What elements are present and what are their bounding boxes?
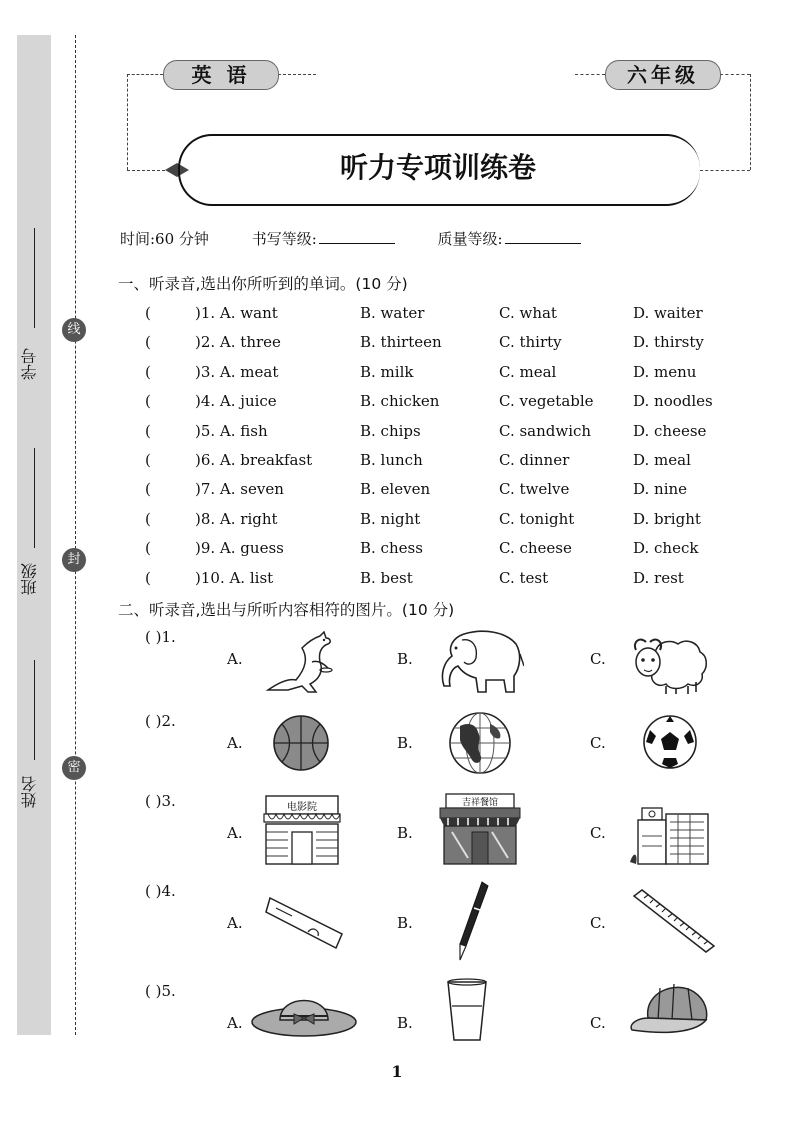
option-a[interactable]: )10. A. list <box>195 568 274 587</box>
header-dash <box>700 170 750 171</box>
option-a[interactable]: )7. A. seven <box>195 480 284 499</box>
word-question <box>145 392 765 414</box>
student-no-label: 学号 <box>20 348 39 380</box>
option-b[interactable]: B. chips <box>360 421 421 440</box>
sheep-picture[interactable] <box>626 630 710 694</box>
answer-paren[interactable]: ( <box>145 362 151 381</box>
option-c[interactable]: C. twelve <box>499 480 570 499</box>
option-a[interactable]: A. <box>227 734 243 752</box>
option-b[interactable]: B. milk <box>360 362 414 381</box>
word-question <box>145 569 765 591</box>
option-a[interactable]: A. <box>227 824 243 842</box>
header-dash <box>127 74 128 170</box>
answer-paren[interactable]: ( <box>145 509 151 528</box>
globe-picture[interactable] <box>446 710 514 776</box>
option-c[interactable]: C. meal <box>499 362 557 381</box>
basketball-picture[interactable] <box>272 714 330 772</box>
answer-paren[interactable]: ( <box>145 568 151 587</box>
option-c[interactable]: C. <box>590 734 606 752</box>
option-b[interactable]: B. <box>397 1014 413 1032</box>
elephant-picture[interactable] <box>434 626 524 698</box>
option-c[interactable]: C. thirty <box>499 333 562 352</box>
quality-grade-field <box>438 230 581 248</box>
option-d[interactable]: D. nine <box>633 480 688 499</box>
option-d[interactable]: D. noodles <box>633 392 713 411</box>
option-d[interactable]: D. cheese <box>633 421 707 440</box>
word-question <box>145 422 765 444</box>
option-a[interactable]: )9. A. guess <box>195 539 284 558</box>
option-b[interactable]: B. <box>397 914 413 932</box>
option-c[interactable]: C. <box>590 824 606 842</box>
option-c[interactable]: C. <box>590 914 606 932</box>
answer-paren[interactable]: ( <box>145 304 151 322</box>
question-number[interactable]: ( )3. <box>145 792 176 810</box>
quality-grade-label: 质量等级: <box>437 230 503 248</box>
header-dash <box>278 74 316 75</box>
name-label: 姓名 <box>20 776 39 808</box>
page-title: 听力专项训练卷 <box>339 151 536 184</box>
option-b[interactable]: B. eleven <box>360 480 431 499</box>
option-b[interactable]: B. lunch <box>360 451 423 469</box>
option-b[interactable]: B. thirteen <box>360 333 442 352</box>
question-number[interactable]: ( )2. <box>145 712 176 730</box>
option-b[interactable]: B. <box>397 650 413 668</box>
restaurant-picture[interactable] <box>438 792 522 866</box>
seal-line-mark: 线 <box>62 318 86 342</box>
restaurant-sign: 吉祥餐馆 <box>461 798 499 808</box>
page-number: 1 <box>391 1062 403 1081</box>
hat-picture[interactable] <box>250 984 358 1040</box>
option-c[interactable]: C. cheese <box>499 539 572 558</box>
option-b[interactable]: B. <box>397 824 413 842</box>
class-blank <box>34 448 35 548</box>
student-no-blank <box>34 228 35 328</box>
option-b[interactable]: B. chicken <box>360 392 440 411</box>
subject-badge: 英 语 <box>163 60 279 90</box>
question-number[interactable]: ( )1. <box>145 628 176 646</box>
exam-meta <box>120 228 619 249</box>
option-a[interactable]: A. <box>227 1014 243 1032</box>
time-limit: 时间:60 分钟 <box>120 230 209 248</box>
answer-paren[interactable]: ( <box>145 421 151 440</box>
question-number[interactable]: ( )5. <box>145 982 176 1000</box>
answer-paren[interactable]: ( <box>145 392 151 411</box>
option-d[interactable]: D. thirsty <box>633 333 704 352</box>
class-label: 班级 <box>20 563 39 595</box>
set-square-picture[interactable] <box>262 894 346 952</box>
writing-grade-blank[interactable] <box>319 229 395 244</box>
header-dash <box>575 74 605 75</box>
option-c[interactable]: C. what <box>499 304 557 322</box>
football-picture[interactable] <box>642 714 698 770</box>
option-d[interactable]: D. check <box>633 539 699 558</box>
option-c[interactable]: C. test <box>499 568 549 587</box>
option-a[interactable]: )1. A. want <box>195 304 278 322</box>
word-question <box>145 539 765 561</box>
word-question <box>145 480 765 502</box>
name-blank <box>34 660 35 760</box>
option-b[interactable]: B. best <box>360 568 413 587</box>
option-c[interactable]: C. sandwich <box>499 421 592 440</box>
option-d[interactable]: D. waiter <box>633 304 703 322</box>
seal-seal-mark: 封 <box>62 548 86 572</box>
option-b[interactable]: B. water <box>360 304 425 322</box>
option-d[interactable]: D. menu <box>633 362 697 381</box>
option-b[interactable]: B. night <box>360 509 421 528</box>
word-question <box>145 333 765 355</box>
pen-picture[interactable] <box>452 880 492 964</box>
option-a[interactable]: )3. A. meat <box>195 362 279 381</box>
ruler-picture[interactable] <box>630 888 716 956</box>
option-c[interactable]: C. tonight <box>499 509 575 528</box>
option-a[interactable]: )4. A. juice <box>195 392 277 411</box>
answer-paren[interactable]: ( <box>145 480 151 499</box>
answer-paren[interactable]: ( <box>145 451 151 469</box>
option-a[interactable]: )8. A. right <box>195 509 278 528</box>
hospital-picture[interactable] <box>628 796 712 868</box>
option-a[interactable]: )6. A. breakfast <box>195 451 313 469</box>
seal-secret-mark: 密 <box>62 756 86 780</box>
option-c[interactable]: C. dinner <box>499 451 570 469</box>
option-a[interactable]: A. <box>227 650 243 668</box>
option-a[interactable]: A. <box>227 914 243 932</box>
option-a[interactable]: )2. A. three <box>195 333 281 352</box>
header-dash <box>127 74 163 75</box>
cap-picture[interactable] <box>624 980 716 1040</box>
option-d[interactable]: D. bright <box>633 509 701 528</box>
word-question <box>145 510 765 532</box>
word-question <box>145 451 765 473</box>
header-dash <box>720 74 750 75</box>
header-dash <box>750 74 751 170</box>
writing-grade-field <box>252 230 395 248</box>
option-a[interactable]: )5. A. fish <box>195 421 268 440</box>
cinema-picture[interactable] <box>260 792 344 866</box>
word-question <box>145 363 765 385</box>
kangaroo-picture[interactable] <box>258 628 342 698</box>
option-d[interactable]: D. rest <box>633 568 684 587</box>
section1-title: 一、听录音,选出你所听到的单词。(10 分) <box>118 275 408 293</box>
answer-paren[interactable]: ( <box>145 539 151 558</box>
answer-paren[interactable]: ( <box>145 333 151 352</box>
writing-grade-label: 书写等级: <box>251 230 317 248</box>
glass-picture[interactable] <box>444 978 490 1044</box>
quality-grade-blank[interactable] <box>505 229 581 244</box>
section2-title: 二、听录音,选出与所听内容相符的图片。(10 分) <box>118 601 455 619</box>
question-number[interactable]: ( )4. <box>145 882 176 900</box>
option-c[interactable]: C. <box>590 1014 606 1032</box>
cut-line <box>75 35 76 1035</box>
option-b[interactable]: B. chess <box>360 539 423 558</box>
option-b[interactable]: B. <box>397 734 413 752</box>
option-c[interactable]: C. <box>590 650 606 668</box>
cinema-sign: 电影院 <box>287 802 317 813</box>
option-c[interactable]: C. vegetable <box>499 392 594 411</box>
option-d[interactable]: D. meal <box>633 451 691 469</box>
word-question <box>145 304 765 326</box>
grade-badge: 六年级 <box>605 60 721 90</box>
